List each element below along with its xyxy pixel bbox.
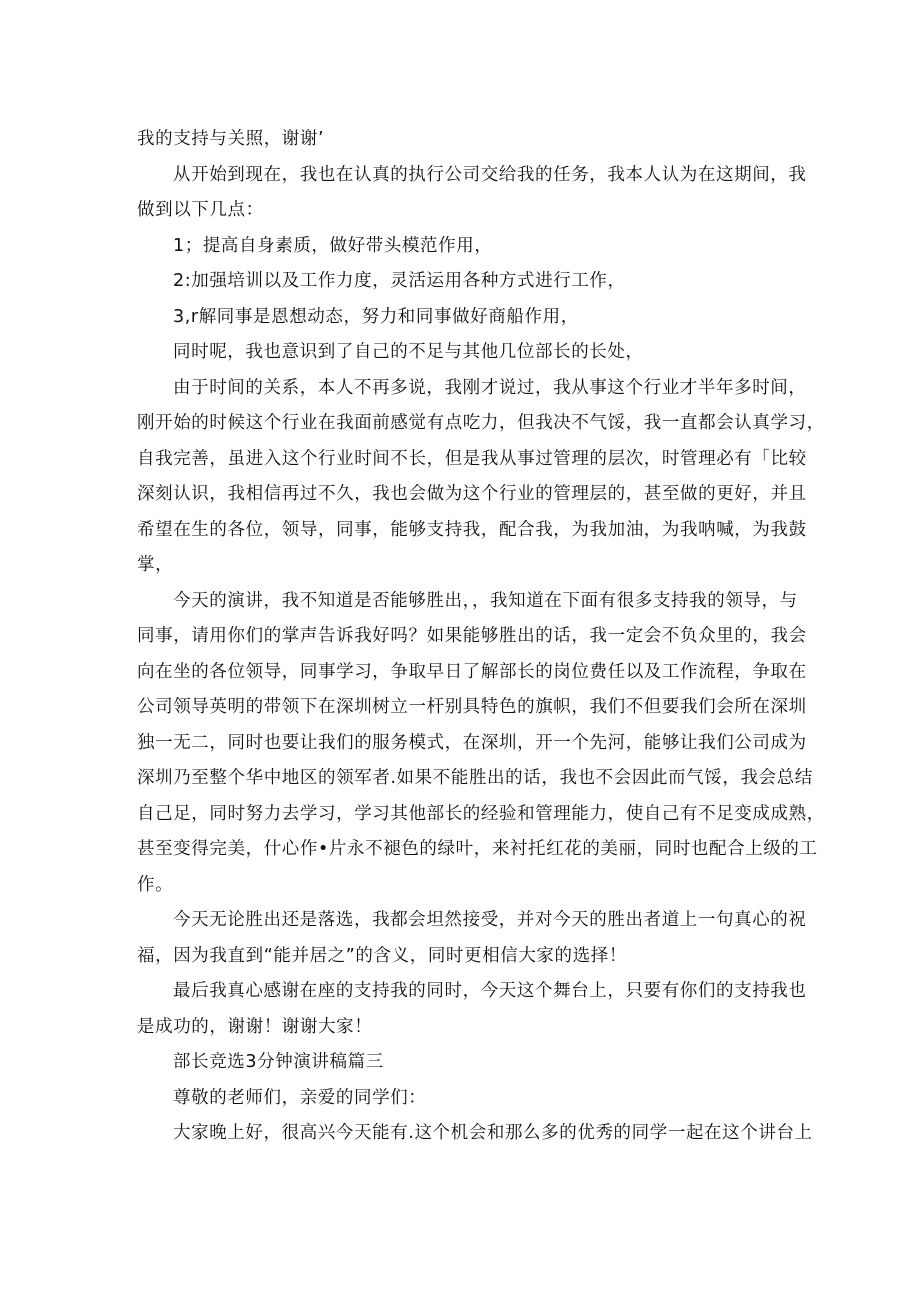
text-line: 向在坐的各位领导，同事学习，争取早日了解部长的岗位费任以及工作流程，争取在 <box>137 661 807 682</box>
document-body <box>137 122 825 1152</box>
list-item: 1；提高自身素质，做好带头模范作用， <box>173 235 493 256</box>
paragraph-start: 同时呢，我也意识到了自己的不足与其他几位部长的长处， <box>173 342 644 362</box>
paragraph-start: 由于时间的关系，本人不再多说，我刚才说过，我从事这个行业才半年多时间， <box>173 377 807 398</box>
text-line: 甚至变得完美，什心作•片永不褪色的绿叶，来衬托红花的美丽，同时也配合上级的工 <box>137 839 818 859</box>
text-line: 深圳乃至整个华中地区的领军者.如果不能胜出的话，我也不会因此而气馁，我会总结 <box>137 768 813 788</box>
salutation: 尊敬的老师们，亲爱的同学们： <box>173 1087 427 1108</box>
text-line: 自我完善，虽进入这个行业时间不长，但是我从事过管理的层次，时管理必有「比较 <box>137 448 807 469</box>
text-line: 是成功的，谢谢！谢谢大家！ <box>137 1016 373 1037</box>
text-line: 刚开始的时候这个行业在我面前感觉有点吃力，但我决不气馁，我一直都会认真学习， <box>137 413 825 433</box>
text-line: 自己足，同时努力去学习，学习其他部长的经验和管理能力，使自己有不足变成成熟， <box>137 803 825 824</box>
text-line: 作。 <box>137 874 174 895</box>
text-line: 我的支持与关照，谢谢’ <box>137 129 325 149</box>
list-item: 3,r解同事是恩想动态，努力和同事做好商船作用， <box>173 306 579 327</box>
paragraph-start: 今天无论胜出还是落选，我都会坦然接受，并对今天的胜出者道上一句真心的祝 <box>173 910 807 930</box>
text-line: 做到以下几点： <box>137 200 264 220</box>
list-item: 2:加强培训以及工作力度，灵活运用各种方式进行工作， <box>173 271 626 291</box>
text-line: 同事，请用你们的掌声告诉我好吗？如果能够胜出的话，我一定会不负众里的，我会 <box>137 626 807 646</box>
text-line: 深刻认识，我相信再过不久，我也会做为这个行业的管理层的，甚至做的更好，并且 <box>137 484 807 504</box>
text-line: 福，因为我直到“能并居之”的含义，同时更相信大家的选择！ <box>137 945 627 966</box>
paragraph-start: 大家晚上好，很高兴今天能有.这个机会和那么多的优秀的同学一起在这个讲台上 <box>173 1123 813 1143</box>
text-line: 掌， <box>137 555 174 575</box>
text-line: 希望在生的各位，领导，同事，能够支持我，配合我，为我加油，为我呐喊，为我鼓 <box>137 519 807 540</box>
section-heading: 部长竞选3分钟演讲稿篇三 <box>173 1052 384 1072</box>
paragraph-start: 从开始到现在，我也在认真的执行公司交给我的任务，我本人认为在这期间，我 <box>173 164 807 185</box>
text-line: 独一无二，同时也要让我们的服务模式，在深圳，开一个先河，能够让我们公司成为 <box>137 732 807 753</box>
paragraph-start: 今天的演讲，我不知道是否能够胜出，，我知道在下面有很多支持我的领导，与 <box>173 590 798 611</box>
text-line: 公司领导英明的带领下在深圳树立一杆别具特色的旗帜，我们不但要我们会所在深圳 <box>137 697 807 717</box>
paragraph-start: 最后我真心感谢在座的支持我的同时，今天这个舞台上，只要有你们的支持我也 <box>173 981 807 1001</box>
